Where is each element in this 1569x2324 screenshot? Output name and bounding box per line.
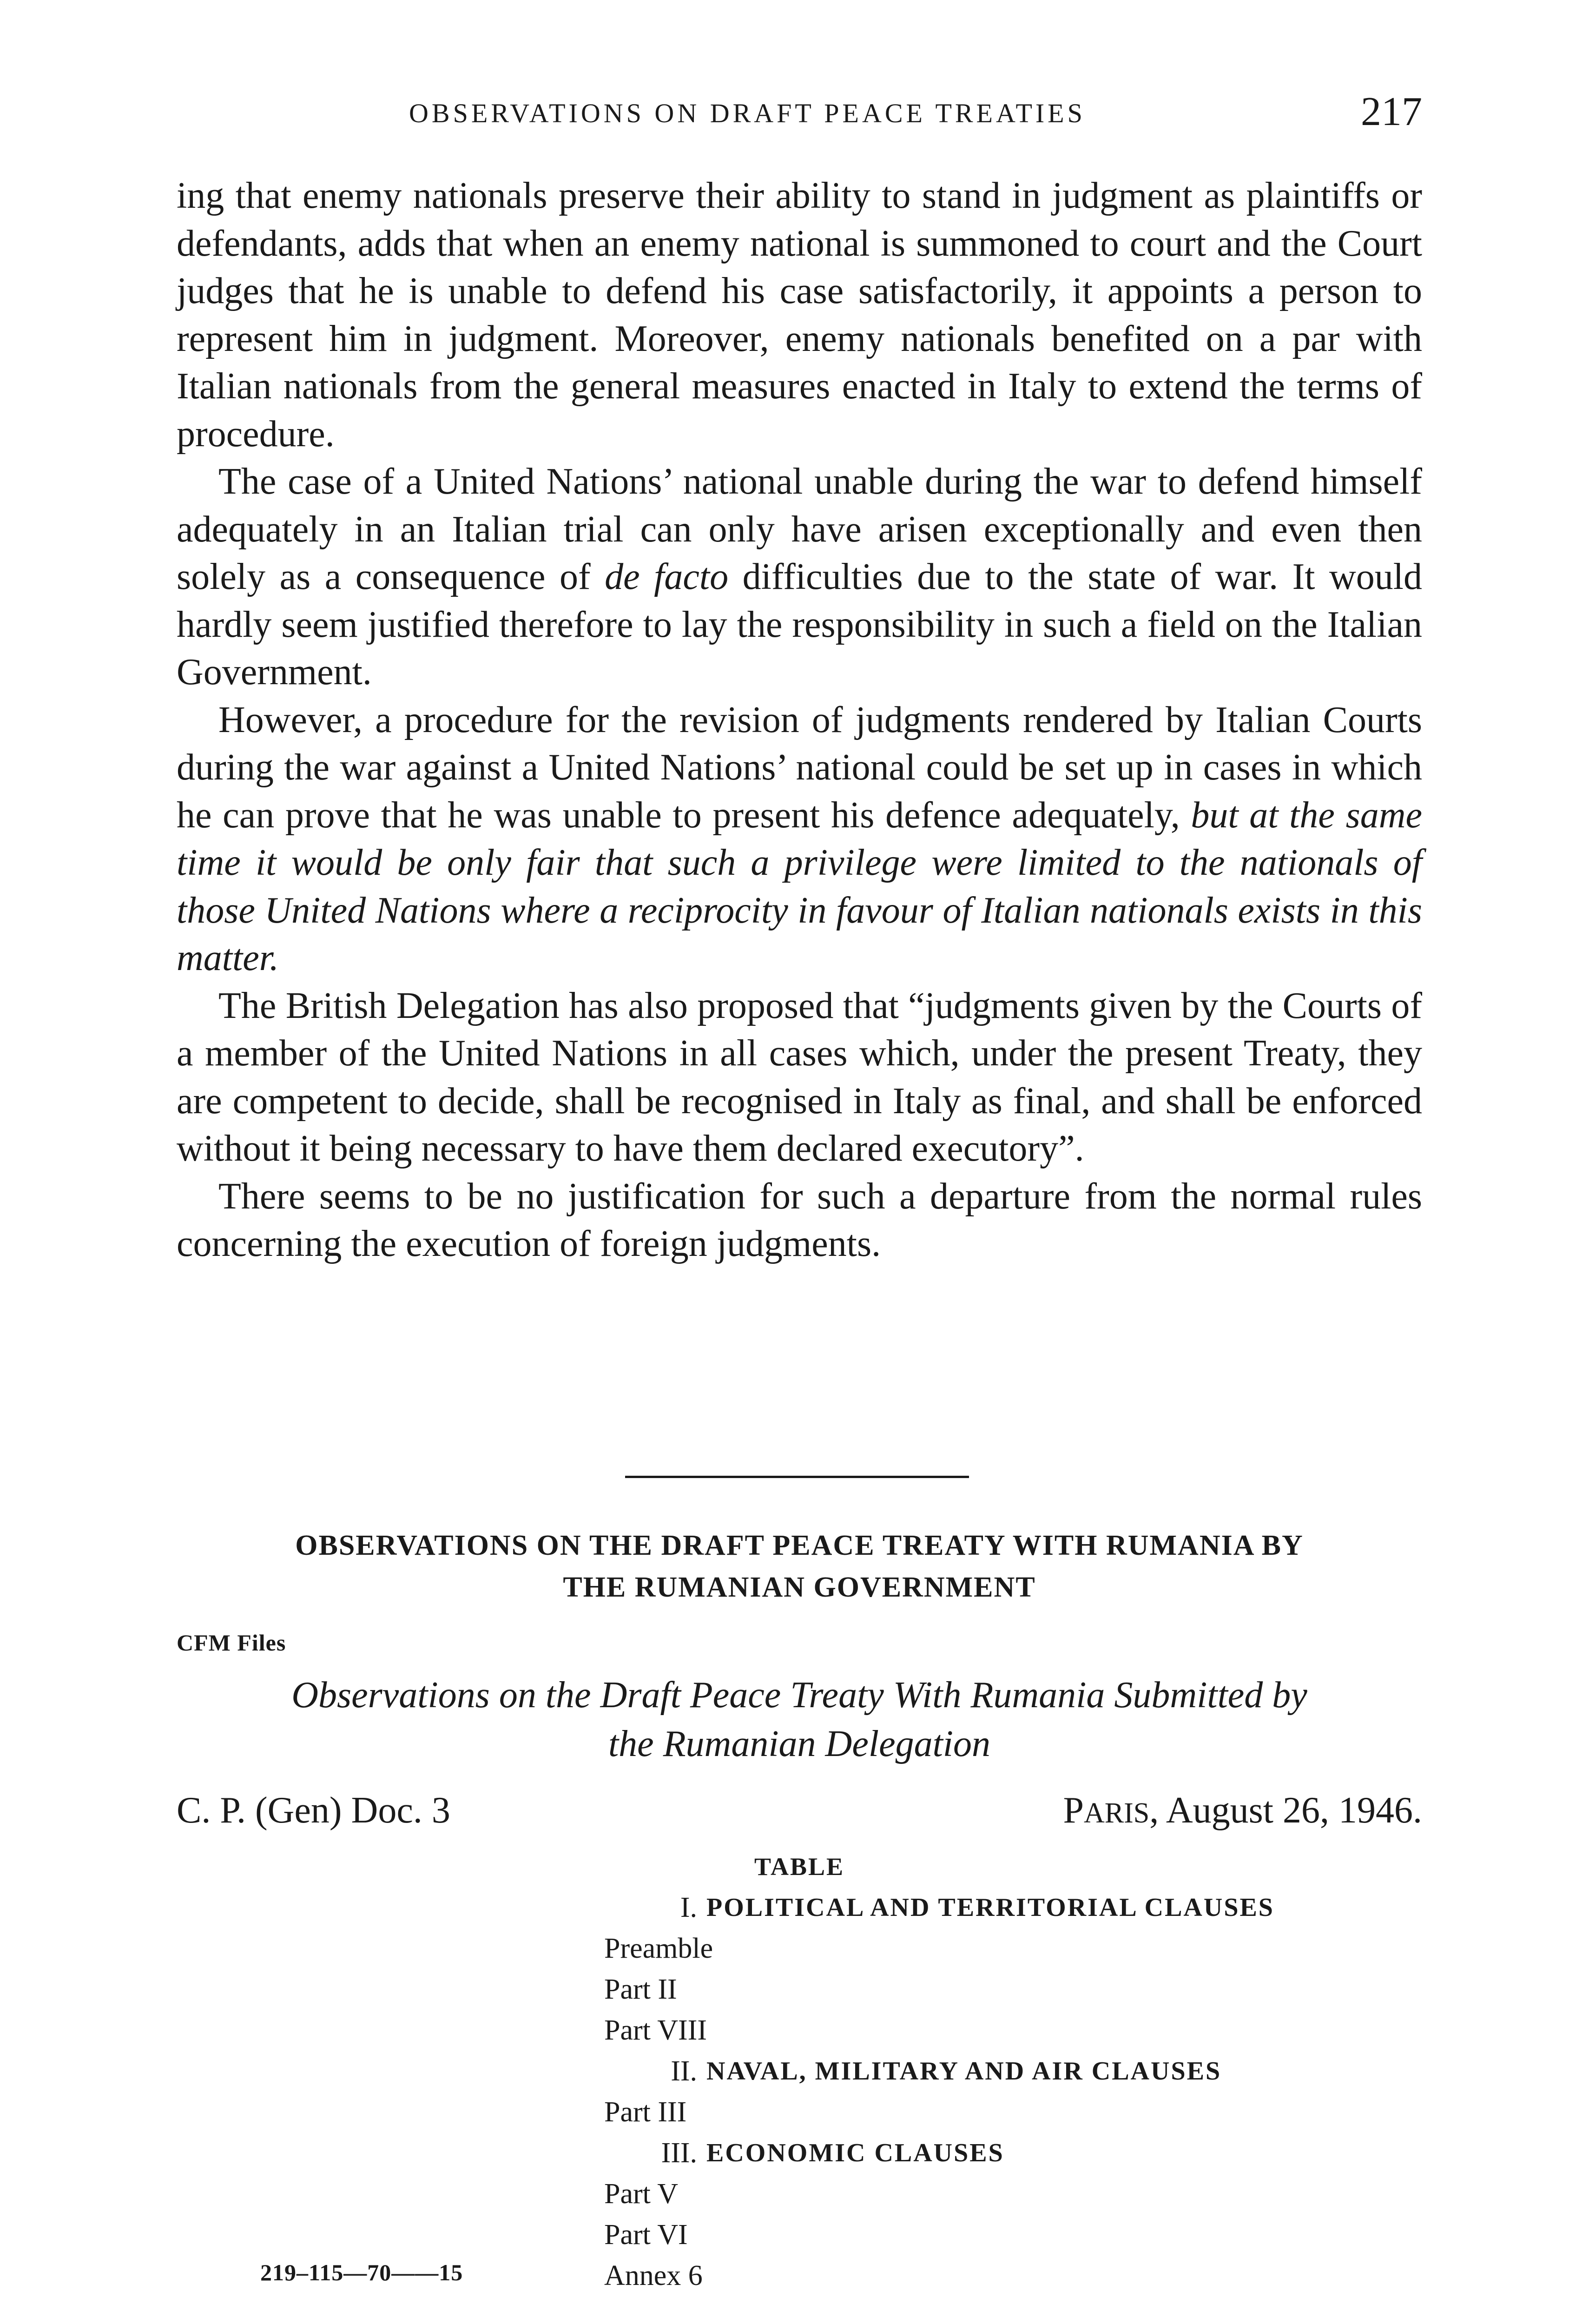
toc-subentry-label: Part V (604, 2178, 679, 2210)
toc-title: NAVAL, MILITARY AND AIR CLAUSES (706, 2057, 1222, 2086)
toc-entry (177, 1887, 1422, 1928)
paragraph-revision-procedure (177, 696, 1422, 982)
toc-subentry-label: Part II (604, 1974, 677, 2005)
paragraph-text: difficulties due to the state of war. It would hardly seem justified therefore to lay the responsibility in such a field on the Italian Government. (177, 556, 1423, 693)
toc-subentry (177, 1928, 1422, 1969)
running-title: OBSERVATIONS ON DRAFT PEACE TREATIES (409, 98, 1086, 128)
italic-emphasis: but at the same time it would be only fair that such a privilege were limited to the nationals of those United Nations where a reciprocity in favour of Italian nationals exists in this matter. (177, 794, 1422, 978)
document-title-line: the Rumanian Delegation (608, 1723, 991, 1764)
document-page (177, 0, 1422, 2324)
running-head (177, 88, 1422, 139)
section-heading-line: THE RUMANIAN GOVERNMENT (563, 1571, 1036, 1603)
place-initial: P (1063, 1790, 1084, 1831)
document-title-line: Observations on the Draft Peace Treaty With Rumania Submitted by (291, 1675, 1307, 1716)
document-number: C. P. (Gen) Doc. 3 (177, 1790, 450, 1831)
date-text: , August 26, 1946. (1149, 1790, 1422, 1831)
toc-subentry (177, 2092, 1422, 2133)
document-meta (177, 1789, 1422, 1836)
files-label: CFM Files (177, 1630, 286, 1656)
toc-number: I. (680, 1892, 697, 1923)
toc-subentry (177, 1969, 1422, 2010)
toc-number: III. (661, 2137, 697, 2169)
page-number: 217 (1361, 89, 1422, 134)
toc-subentry (177, 2173, 1422, 2214)
paragraph-text: However, a procedure for the revision of judgments rendered by Italian Courts during the war against a United Nations’ national could be set up in cases in which he can prove that he was unable to present his defence adequately, (177, 699, 1422, 836)
section-heading (177, 1525, 1422, 1608)
toc-subentry-label: Part VI (604, 2219, 688, 2251)
toc-entry (177, 2051, 1422, 2092)
place-rest: ARIS (1084, 1797, 1150, 1829)
toc-subentry (177, 2010, 1422, 2051)
toc-title: ECONOMIC CLAUSES (706, 2139, 1004, 2167)
paragraph-de-facto (177, 458, 1422, 696)
table-of-contents (177, 1887, 1422, 2296)
section-divider (625, 1476, 969, 1478)
paragraph-british-proposal: The British Delegation has also proposed that “judgments given by the Courts of a member of the United Nations in all cases which, under the present Treaty, they are competent to decide, shall be recognised in Italy as final, and shall be enforced without it being necessary to have them declared executory”. (177, 985, 1422, 1169)
toc-subentry-label: Annex 6 (604, 2260, 703, 2291)
printer-code: 219–115—70——15 (260, 2259, 463, 2285)
toc-subentry (177, 2214, 1422, 2255)
toc-subentry-label: Part VIII (604, 2014, 707, 2046)
paragraph-text: The case of a United Nations’ national unable during the war to defend himself adequately in an Italian trial can only have arisen exceptionally and even then solely as a consequence of (177, 461, 1422, 597)
toc-subentry-label: Preamble (604, 1933, 713, 1964)
toc-number: II. (671, 2055, 697, 2087)
paragraph-conclusion: There seems to be no justification for such a departure from the normal rules concerning the execution of foreign judgments. (177, 1175, 1422, 1264)
document-place-date (1063, 1789, 1422, 1832)
section-heading-line: OBSERVATIONS ON THE DRAFT PEACE TREATY WITH RUMANIA BY (295, 1530, 1304, 1561)
body-text (177, 172, 1422, 1268)
toc-title: POLITICAL AND TERRITORIAL CLAUSES (706, 1893, 1274, 1922)
toc-subentry-label: Part III (604, 2096, 687, 2128)
table-heading: TABLE (754, 1853, 845, 1881)
document-title (177, 1671, 1422, 1769)
toc-entry (177, 2133, 1422, 2173)
paragraph-continuation: ing that enemy nationals preserve their ability to stand in judgment as plaintiffs or defendants, adds that when an enemy national is summoned to court and the Court judges that he is unable to defend his case satisfactorily, it appoints a person to represent him in judgment. Moreover, enemy nationals benefited on a par with Italian nationals from the general measures enacted in Italy to extend the terms of procedure. (177, 175, 1422, 455)
italic-term: de facto (605, 556, 729, 597)
